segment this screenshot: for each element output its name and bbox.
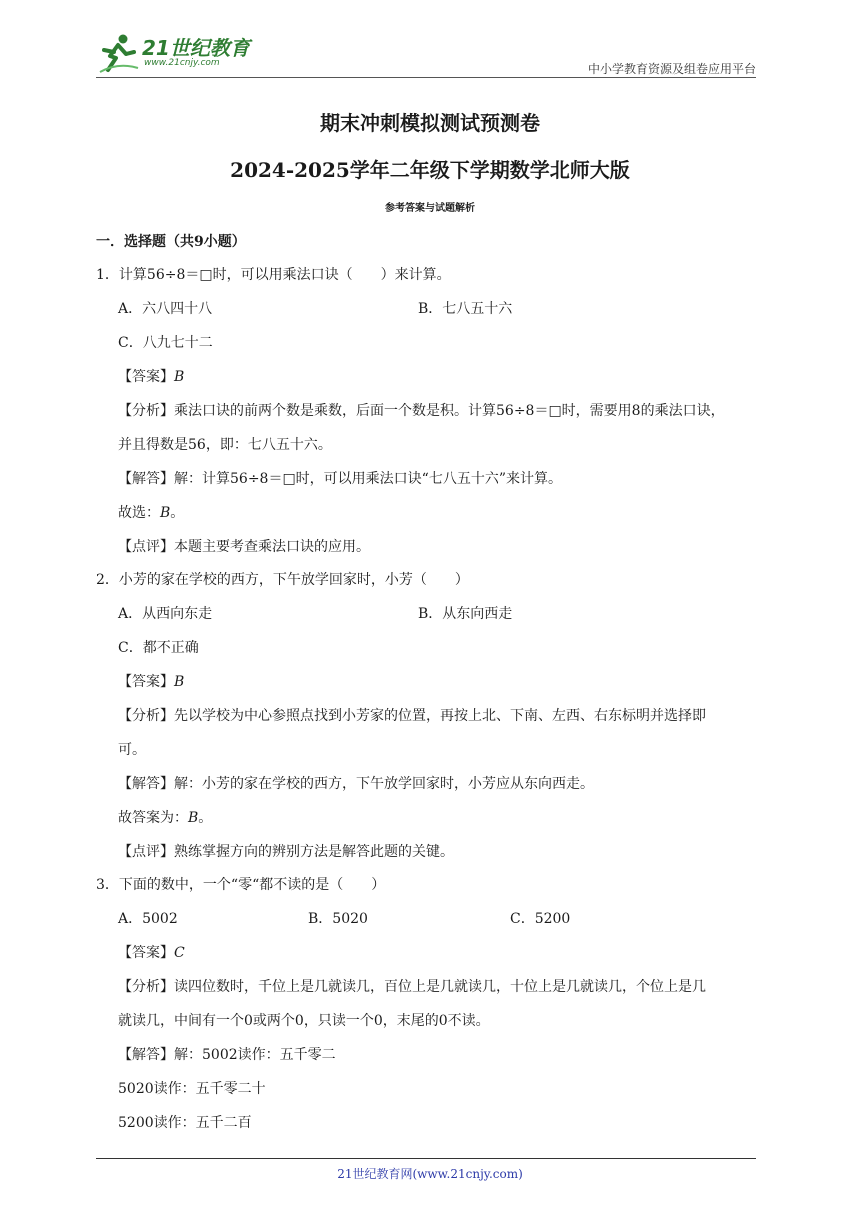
q2-analysis-line1: 【分析】先以学校为中心参照点找到小芳家的位置，再按上北、下南、左西、右东标明并选择即 (118, 708, 706, 724)
q1-analysis-line2: 并且得数是56，即：七八五十六。 (118, 437, 332, 453)
q3-analysis-line1: 【分析】读四位数时，千位上是几就读几，百位上是几就读几，十位上是几就读几，个位上是几 (118, 979, 706, 995)
q2-choice (118, 807, 212, 827)
q3-solution-line3: 5200读作：五千二百 (118, 1115, 252, 1131)
q1-answer-value: B (174, 369, 185, 385)
q2-choice-label: 故答案为： (118, 810, 188, 826)
q1-comment: 【点评】本题主要考查乘法口诀的应用。 (118, 539, 370, 555)
q1-choice-end: 。 (170, 505, 185, 521)
q2-choice-value: B (188, 810, 199, 826)
q2-choice-end: 。 (198, 810, 213, 826)
q1-analysis-line1: 【分析】乘法口诀的前两个数是乘数，后面一个数是积。计算56÷8＝□时，需要用8的乘法口诀， (118, 403, 725, 419)
q3-answer (118, 942, 185, 962)
q3-answer-value: C (174, 945, 185, 961)
page-title: 期末冲刺模拟测试预测卷 (320, 111, 540, 135)
q3-option-c: C．5200 (510, 911, 571, 927)
header-divider (96, 77, 756, 78)
q1-answer (118, 366, 184, 386)
q2-answer-value: B (174, 674, 185, 690)
q3-analysis-line2: 就读几，中间有一个0或两个0，只读一个0，末尾的0不读。 (118, 1013, 490, 1029)
q1-option-b: B．七八五十六 (418, 301, 513, 317)
q1-choice (118, 502, 184, 522)
footer-divider (96, 1158, 756, 1159)
site-logo (96, 30, 266, 78)
q3-answer-label: 【答案】 (118, 945, 174, 961)
footer-link[interactable]: 21世纪教育网(www.21cnjy.com) (337, 1167, 523, 1181)
q3-solution-line1: 【解答】解：5002读作：五千零二 (118, 1047, 336, 1063)
q2-answer-label: 【答案】 (118, 674, 174, 690)
q1-solution: 【解答】解：计算56÷8＝□时，可以用乘法口诀“七八五十六”来计算。 (118, 471, 562, 487)
q2-option-a: A．从西向东走 (118, 606, 213, 622)
q2-answer (118, 671, 184, 691)
logo-url: www.21cnjy.com (144, 58, 220, 68)
q1-answer-label: 【答案】 (118, 369, 174, 385)
answer-key-subtitle: 参考答案与试题解析 (385, 203, 475, 214)
q3-solution-line2: 5020读作：五千零二十 (118, 1081, 266, 1097)
page-header (96, 30, 756, 78)
q1-stem: 1．计算56÷8＝□时，可以用乘法口诀（ ）来计算。 (96, 267, 451, 283)
runner-logo-icon (96, 32, 140, 76)
q2-comment: 【点评】熟练掌握方向的辨别方法是解答此题的关键。 (118, 844, 454, 860)
q2-option-b: B．从东向西走 (418, 606, 513, 622)
q1-option-a: A．六八四十八 (118, 301, 213, 317)
q1-choice-value: B (160, 505, 171, 521)
section-heading: 一．选择题（共9小题） (96, 234, 246, 250)
q2-solution: 【解答】解：小芳的家在学校的西方，下午放学回家时，小芳应从东向西走。 (118, 776, 594, 792)
q3-stem: 3．下面的数中，一个“零“都不读的是（ ） (96, 877, 386, 893)
q1-choice-label: 故选： (118, 505, 160, 521)
q3-option-b: B．5020 (308, 911, 368, 927)
q3-option-a: A．5002 (118, 911, 178, 927)
platform-name: 中小学教育资源及组卷应用平台 (587, 62, 756, 76)
q2-option-c: C．都不正确 (118, 640, 199, 656)
q2-analysis-line2: 可。 (118, 742, 146, 758)
page-subtitle-grade: 2024-2025学年二年级下学期数学北师大版 (230, 158, 630, 182)
q1-option-c: C．八九七十二 (118, 335, 213, 351)
q2-stem: 2．小芳的家在学校的西方，下午放学回家时，小芳（ ） (96, 572, 469, 588)
logo-text: 21世纪教育 (142, 36, 250, 60)
